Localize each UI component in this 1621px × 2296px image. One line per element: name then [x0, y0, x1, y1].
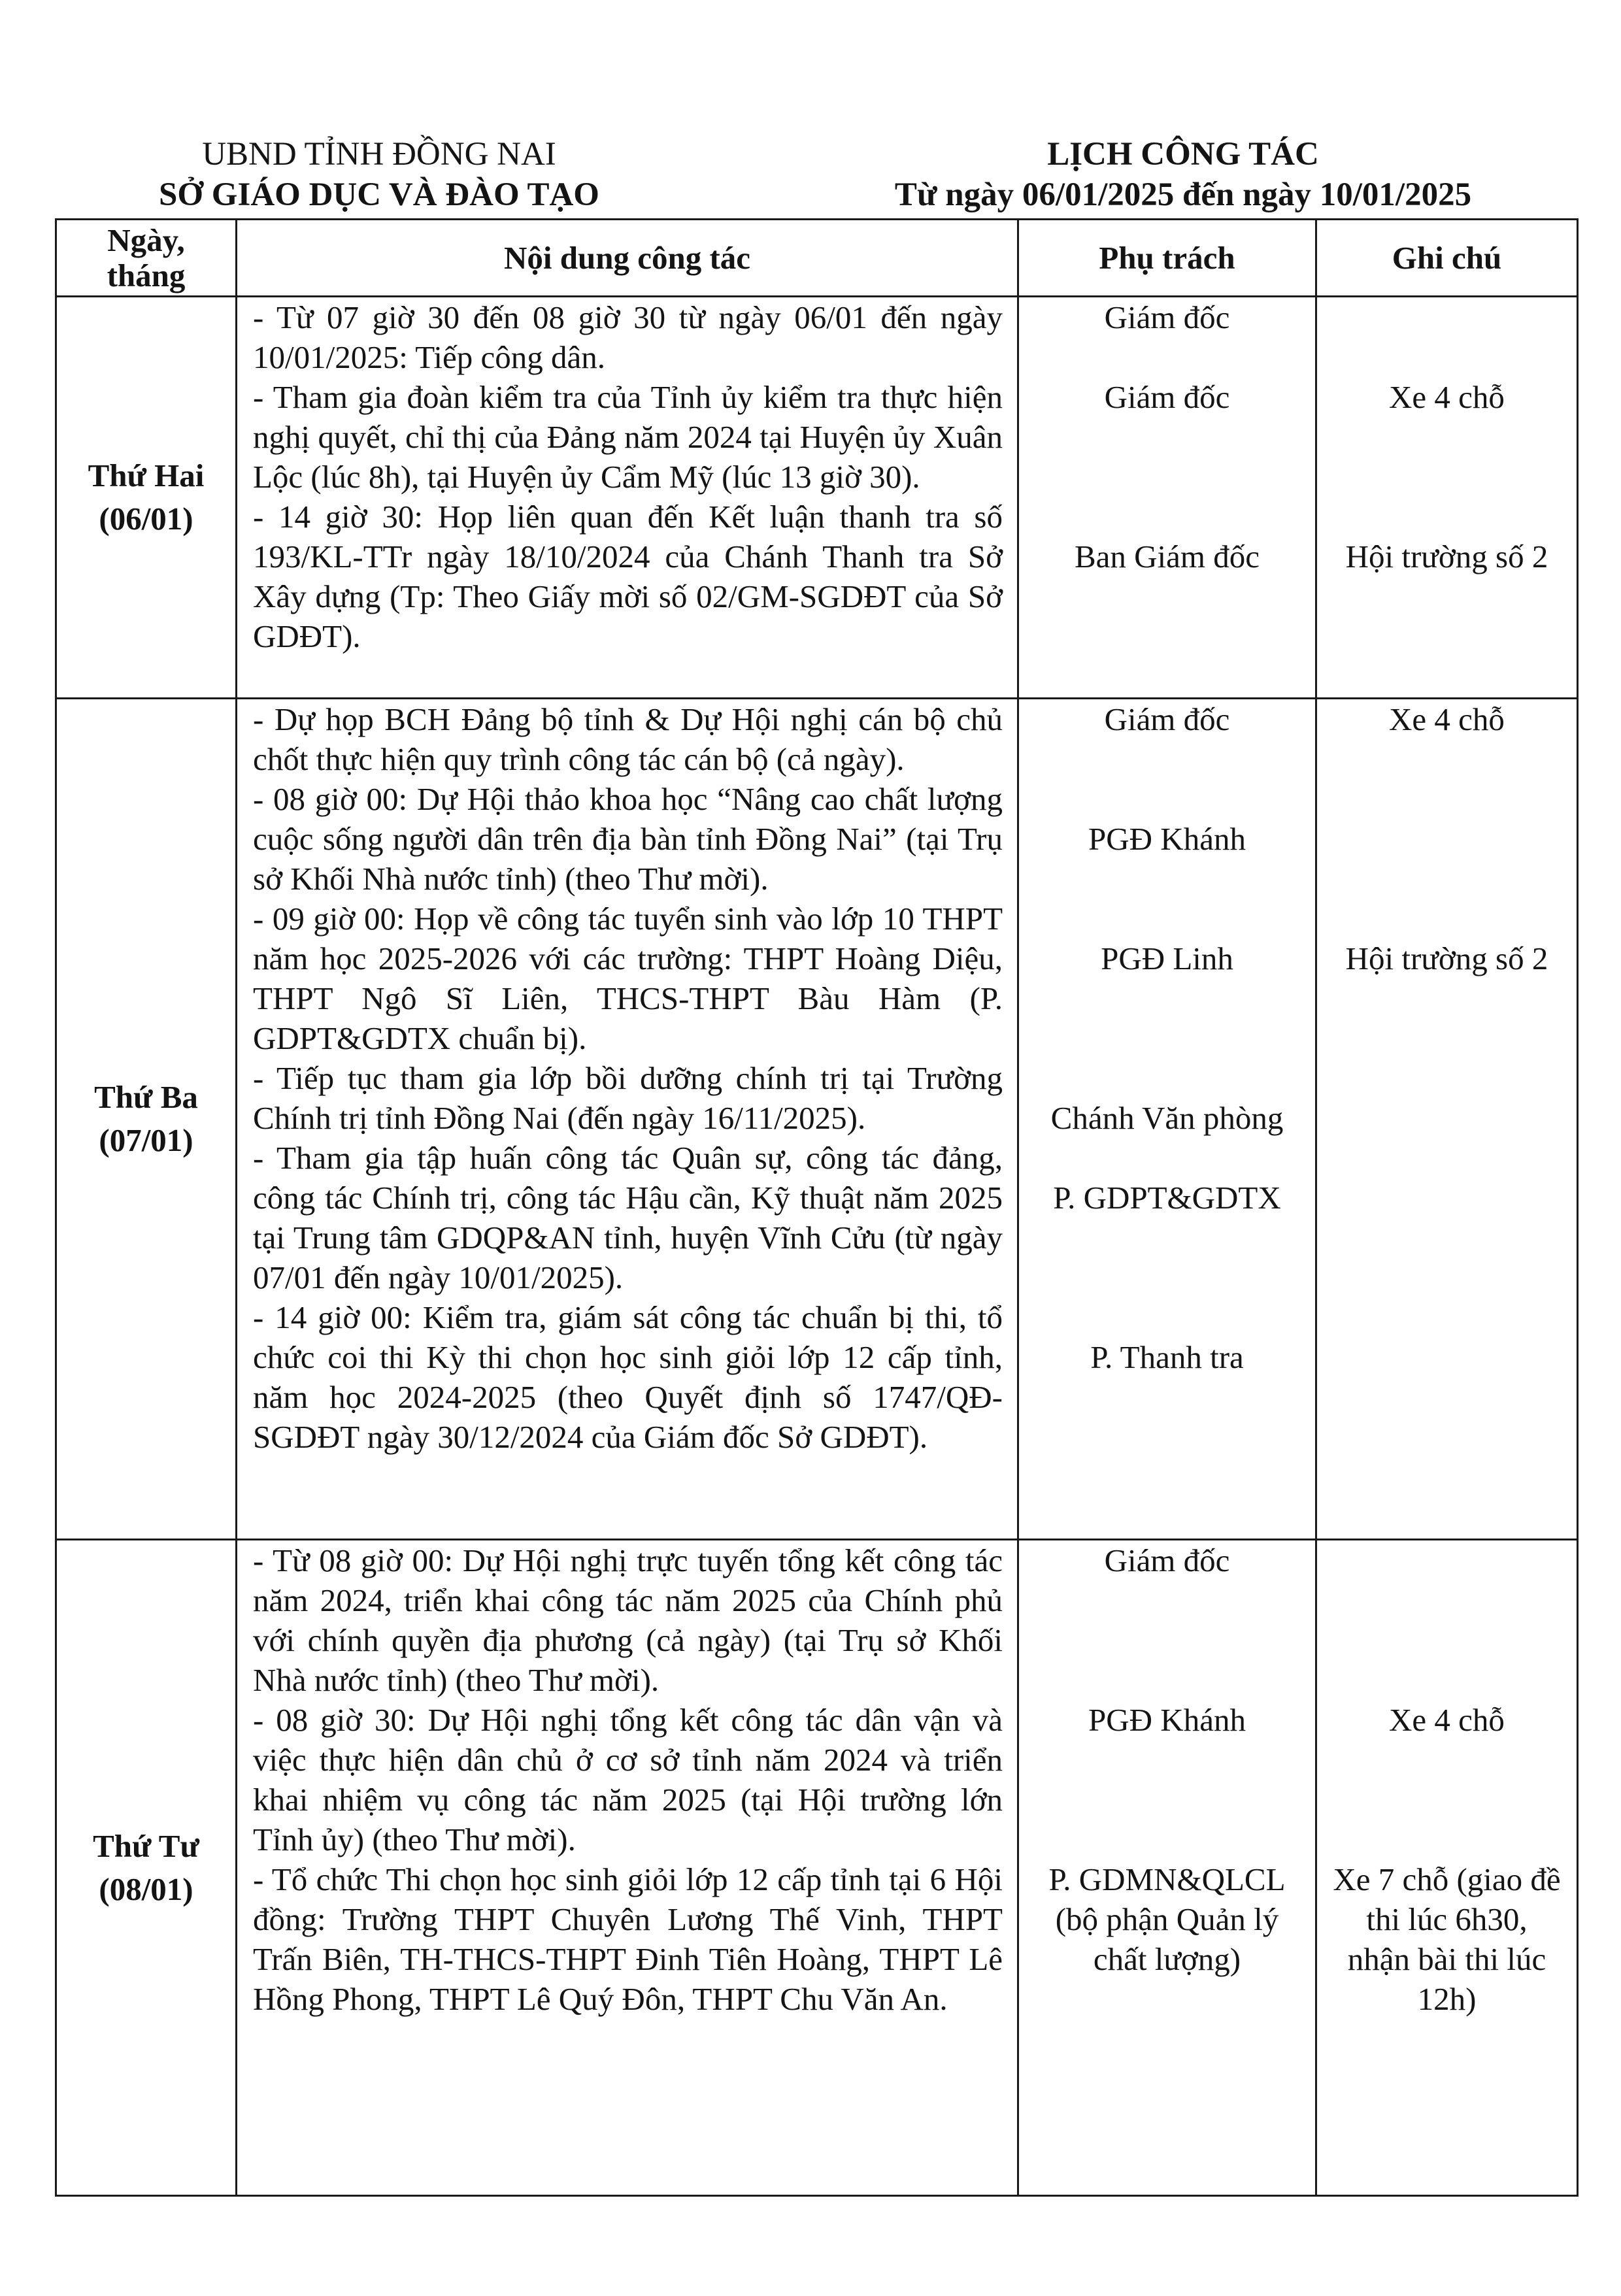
- day-name: Thứ Ba: [94, 1079, 198, 1115]
- note-item: Hội trường số 2: [1345, 539, 1548, 574]
- table-row: [56, 297, 1578, 699]
- task-item: - Tham gia đoàn kiểm tra của Tỉnh ủy kiểm tra thực hiện nghị quyết, chỉ thị của Đảng năm 2024 tại Huyện ủy Xuân Lộc (lúc 8h), tại Huyện ủy Cẩm Mỹ (lúc 13 giờ 30).: [253, 379, 1003, 495]
- responsible-item: PGĐ Khánh: [1088, 821, 1246, 857]
- day-cell: [56, 699, 237, 1540]
- task-item: - Dự họp BCH Đảng bộ tỉnh & Dự Hội nghị cán bộ chủ chốt thực hiện quy trình công tác cán bộ (cả ngày).: [253, 701, 1003, 777]
- task-item: - 08 giờ 30: Dự Hội nghị tổng kết công tác dân vận và việc thực hiện dân chủ ở cơ sở tỉnh năm 2024 và triển khai nhiệm vụ công tác năm 2025 (tại Hội trường lớn Tỉnh ủy) (theo Thư mời).: [253, 1702, 1003, 1857]
- issuer-department: SỞ GIÁO DỤC VÀ ĐÀO TẠO: [159, 176, 599, 213]
- responsible-cell: [1018, 1540, 1316, 2196]
- day-name: Thứ Tư: [93, 1827, 199, 1864]
- day-name: Thứ Hai: [88, 458, 205, 493]
- task-item: - 14 giờ 00: Kiểm tra, giám sát công tác chuẩn bị thi, tổ chức coi thi Kỳ thi chọn học sinh giỏi lớp 12 cấp tỉnh, năm học 2024-2025 (theo Quyết định số 1747/QĐ-SGDĐT ngày 30/12/2024 của Giám đốc Sở GDĐT).: [253, 1299, 1003, 1455]
- responsible-item: P. GDMN&QLCL (bộ phận Quản lý chất lượng): [1048, 1861, 1286, 1977]
- day-date: (07/01): [99, 1122, 193, 1158]
- day-cell: [56, 297, 237, 699]
- table-row: [56, 1540, 1578, 2196]
- issuer-province: UBND TỈNH ĐỒNG NAI: [202, 136, 556, 173]
- schedule-table: [55, 218, 1579, 2197]
- task-item: - 09 giờ 00: Họp về công tác tuyển sinh vào lớp 10 THPT năm học 2025-2026 với các trường: THPT Hoàng Diệu, THPT Ngô Sĩ Liên, THCS-THPT Bàu Hàm (P. GDPT&GDTX chuẩn bị).: [253, 901, 1003, 1056]
- responsible-cell: [1018, 297, 1316, 699]
- content-cell: [237, 1540, 1018, 2196]
- date-range: Từ ngày 06/01/2025 đến ngày 10/01/2025: [894, 176, 1472, 213]
- responsible-item: Giám đốc: [1104, 701, 1230, 737]
- note-item: Xe 4 chỗ: [1389, 379, 1505, 415]
- title-block: [797, 134, 1569, 215]
- header-day-line1: Ngày,: [107, 222, 185, 258]
- task-item: - Từ 08 giờ 00: Dự Hội nghị trực tuyến tổng kết công tác năm 2024, triển khai công tác năm 2025 của Chính phủ với chính quyền địa phương (cả ngày) (tại Trụ sở Khối Nhà nước tỉnh) (theo Thư mời).: [253, 1542, 1003, 1698]
- header-day: [56, 220, 237, 297]
- header-note: Ghi chú: [1316, 220, 1578, 297]
- header-responsible: Phụ trách: [1018, 220, 1316, 297]
- content-cell: [237, 699, 1018, 1540]
- note-cell: [1316, 699, 1578, 1540]
- responsible-item: Ban Giám đốc: [1074, 539, 1260, 574]
- header-day-line2: tháng: [107, 257, 186, 293]
- day-date: (06/01): [99, 501, 193, 537]
- responsible-item: PGĐ Linh: [1101, 940, 1233, 976]
- responsible-cell: [1018, 699, 1316, 1540]
- issuer-block: [78, 134, 680, 215]
- day-cell: [56, 1540, 237, 2196]
- table-row: [56, 699, 1578, 1540]
- responsible-item: Giám đốc: [1104, 299, 1230, 335]
- table-header-row: [56, 220, 1578, 297]
- responsible-item: P. Thanh tra: [1090, 1339, 1244, 1375]
- responsible-item: PGĐ Khánh: [1088, 1702, 1246, 1738]
- note-item: Hội trường số 2: [1345, 940, 1548, 976]
- responsible-item: Chánh Văn phòng: [1050, 1100, 1284, 1136]
- note-item: Xe 4 chỗ: [1389, 1702, 1505, 1738]
- task-item: - Tổ chức Thi chọn học sinh giỏi lớp 12 cấp tỉnh tại 6 Hội đồng: Trường THPT Chuyên Lương Thế Vinh, THPT Trấn Biên, TH-THCS-THPT Đinh Tiên Hoàng, THPT Lê Hồng Phong, THPT Lê Quý Đôn, THPT Chu Văn An.: [253, 1861, 1003, 2017]
- task-item: - 14 giờ 30: Họp liên quan đến Kết luận thanh tra số 193/KL-TTr ngày 18/10/2024 của Chánh Thanh tra Sở Xây dựng (Tp: Theo Giấy mời số 02/GM-SGDĐT của Sở GDĐT).: [253, 499, 1003, 654]
- responsible-item: Giám đốc: [1104, 379, 1230, 415]
- responsible-item: P. GDPT&GDTX: [1053, 1180, 1281, 1216]
- responsible-item: Giám đốc: [1104, 1542, 1230, 1578]
- note-item: Xe 7 chỗ (giao đề thi lúc 6h30, nhận bài thi lúc 12h): [1333, 1861, 1561, 2017]
- day-date: (08/01): [99, 1871, 193, 1907]
- content-cell: [237, 297, 1018, 699]
- task-item: - 08 giờ 00: Dự Hội thảo khoa học “Nâng cao chất lượng cuộc sống người dân trên địa bàn tỉnh Đồng Nai” (tại Trụ sở Khối Nhà nước tỉnh) (theo Thư mời).: [253, 781, 1003, 897]
- note-item: Xe 4 chỗ: [1389, 701, 1505, 737]
- task-item: - Tham gia tập huấn công tác Quân sự, công tác đảng, công tác Chính trị, công tác Hậu cần, Kỹ thuật năm 2025 tại Trung tâm GDQP&AN tỉnh, huyện Vĩnh Cửu (từ ngày 07/01 đến ngày 10/01/2025).: [253, 1140, 1003, 1295]
- task-item: - Tiếp tục tham gia lớp bồi dưỡng chính trị tại Trường Chính trị tỉnh Đồng Nai (đến ngày 16/11/2025).: [253, 1060, 1003, 1136]
- header-content: Nội dung công tác: [237, 220, 1018, 297]
- note-cell: [1316, 297, 1578, 699]
- document-title: LỊCH CÔNG TÁC: [1047, 136, 1319, 173]
- task-item: - Từ 07 giờ 30 đến 08 giờ 30 từ ngày 06/01 đến ngày 10/01/2025: Tiếp công dân.: [253, 299, 1003, 375]
- note-cell: [1316, 1540, 1578, 2196]
